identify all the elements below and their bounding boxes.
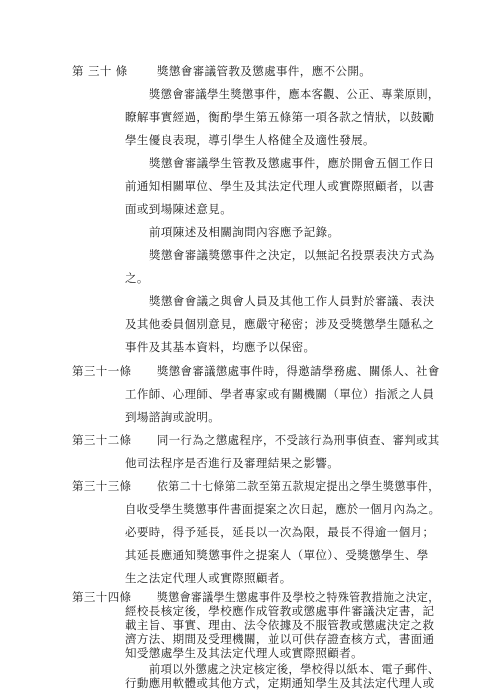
- article-31-label: 第三十一條: [72, 364, 132, 378]
- article-33-label: 第三十三條: [72, 479, 132, 493]
- article-34-label: 第三十四條: [72, 590, 132, 604]
- article-32-p1-line2: 他司法程序是否進行及審理結果之影響。: [125, 456, 340, 470]
- article-32-p1-line1: 同一行為之懲處程序，不受該行為刑事偵查、審判或其: [157, 433, 440, 447]
- article-34-p1-line5: 知受懲處學生及其法定代理人或實際照顧者。: [125, 646, 363, 660]
- article-30-p2-line2: 瞭解事實經過，衡酌學生第五條第一項各款之情狀，以鼓勵: [125, 110, 435, 124]
- article-33-p1-line5: 生之法定代理人或實際照顧者。: [125, 571, 292, 585]
- article-33-p1-line4: 其延長應通知獎懲事件之提案人（單位）、受獎懲學生、學: [125, 548, 429, 562]
- article-33-p1-line1: 依第二十七條第二款至第五款規定提出之學生獎懲事件，: [157, 479, 440, 493]
- article-34-p2-line2: 行動應用軟體或其他方式，定期通知學生及其法定代理人或: [125, 676, 435, 690]
- article-30-p3-line3: 面或到場陳述意見。: [125, 202, 233, 216]
- article-34-p1-line2: 經校長核定後，學校應作成管教或懲處事件審議決定書，記: [125, 604, 435, 618]
- article-34-p1-line3: 載主旨、事實、理由、法令依據及不服管教或懲處決定之救: [125, 618, 435, 632]
- article-32-label: 第三十二條: [72, 433, 132, 447]
- article-30-p2-line3: 學生優良表現，導引學生人格健全及適性發展。: [125, 133, 375, 147]
- article-30-p5-line2: 之。: [125, 271, 149, 285]
- article-34-p2-line1: 前項以外懲處之決定核定後，學校得以紙本、電子郵件、: [149, 662, 440, 676]
- article-31-p1-line3: 到場諮詢或說明。: [125, 410, 221, 424]
- article-30-p3-line2: 前通知相關單位、學生及其法定代理人或實際照顧者，以書: [125, 179, 435, 193]
- article-30-p6-line3: 事件及其基本資料，均應予以保密。: [125, 340, 316, 354]
- article-30-p6-line1: 獎懲會會議之與會人員及其他工作人員對於審議、表決: [149, 294, 435, 308]
- article-31-p1-line1: 獎懲會審議懲處事件時，得邀請學務處、關係人、社會: [157, 364, 440, 378]
- article-34-p1-line1: 獎懲會審議學生懲處事件及學校之特殊管教措施之決定，: [157, 590, 440, 604]
- article-30-p2-line1: 獎懲會審議學生獎懲事件，應本客觀、公正、專業原則，: [149, 87, 440, 101]
- article-30-p3-line1: 獎懲會審議學生管教及懲處事件，應於開會五個工作日: [149, 156, 435, 170]
- article-31-p1-line2: 工作師、心理師、學者專家或有關機關（單位）指派之人員: [125, 387, 435, 401]
- article-30-label: 第 三十 條: [72, 64, 128, 78]
- article-33-p1-line3: 必要時，得予延長，延長以一次為限，最長不得逾一個月；: [125, 525, 435, 539]
- article-33-p1-line2: 自收受學生獎懲事件書面提案之次日起，應於一個月內為之。: [125, 502, 441, 516]
- article-30-p4-line1: 前項陳述及相關詢問內容應予記錄。: [149, 225, 340, 239]
- article-30-p6-line2: 及其他委員個別意見，應嚴守秘密；涉及受獎懲學生隱私之: [125, 317, 435, 331]
- article-30-p1-line1: 獎懲會審議管教及懲處事件，應不公開。: [157, 64, 372, 78]
- article-34-p1-line4: 濟方法、期間及受理機關，並以可供存證查核方式，書面通: [125, 632, 435, 646]
- article-30-p5-line1: 獎懲會審議獎懲事件之決定，以無記名投票表決方式為: [149, 248, 435, 262]
